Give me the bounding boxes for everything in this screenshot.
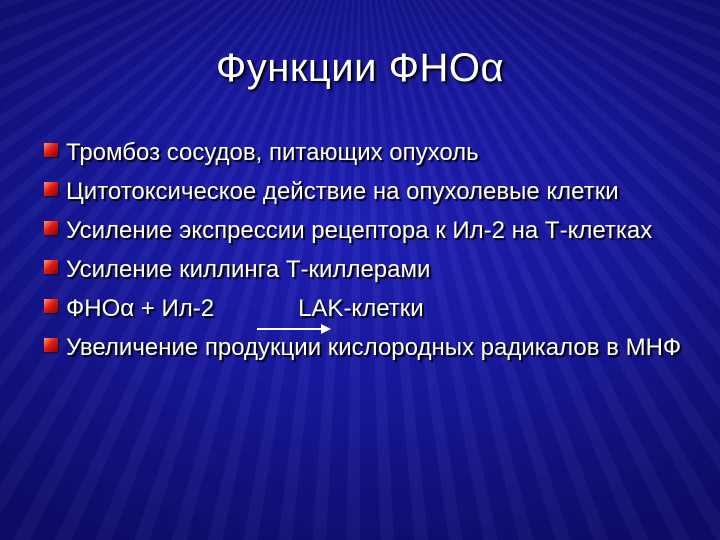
reaction-right-text: LAK-клетки [298, 295, 424, 322]
square-bullet-icon [44, 260, 58, 274]
bullet-item [44, 331, 684, 364]
bullet-item-reaction [44, 292, 684, 325]
square-bullet-icon [44, 143, 58, 157]
bullet-text [66, 292, 684, 325]
square-bullet-icon [44, 338, 58, 352]
square-bullet-icon [44, 299, 58, 313]
bullet-item [44, 253, 684, 286]
square-bullet-icon [44, 182, 58, 196]
bullet-text: Тромбоз сосудов, питающих опухоль [66, 139, 479, 166]
bullet-list [44, 136, 684, 370]
square-bullet-icon [44, 221, 58, 235]
bullet-item [44, 214, 684, 247]
bullet-item [44, 175, 684, 208]
bullet-text: Цитотоксическое действие на опухолевые клетки [66, 178, 619, 205]
bullet-text: Усиление экспрессии рецептора к Ил-2 на Т-клетках [66, 217, 653, 244]
bullet-item [44, 136, 684, 169]
bullet-text: Увеличение продукции кислородных радикалов в МНФ [66, 334, 682, 361]
slide-title: Функции ФНОα [215, 46, 505, 90]
bullet-text: Усиление киллинга Т-киллерами [66, 256, 431, 283]
reaction-left-text: ФНОα + Ил-2 [66, 295, 215, 322]
